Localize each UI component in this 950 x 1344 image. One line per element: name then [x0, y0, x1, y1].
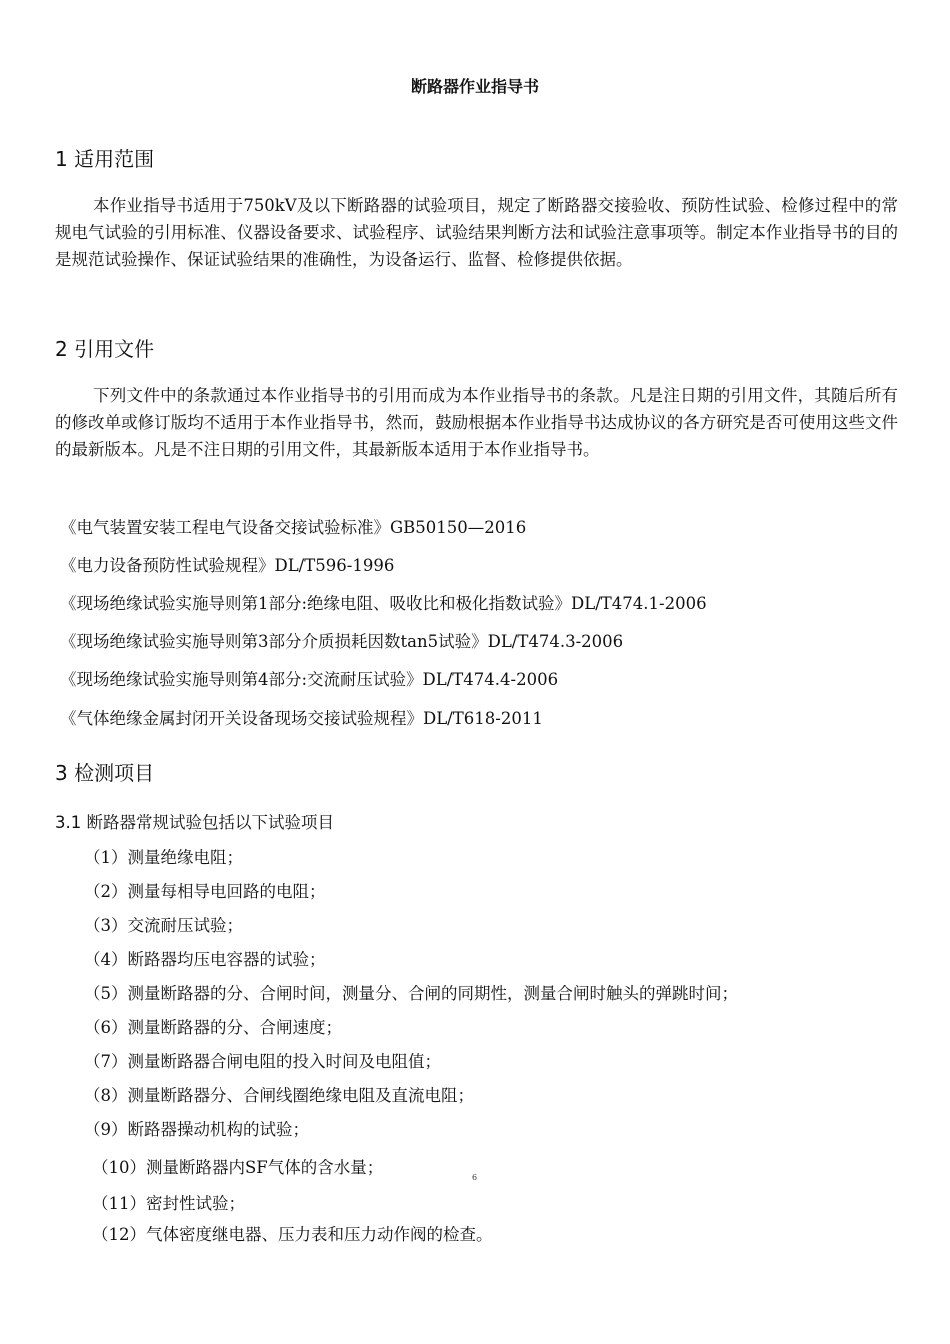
section-heading-test-items: 3 检测项目 [55, 761, 155, 785]
section-heading-scope: 1 适用范围 [55, 147, 155, 171]
scope-paragraph: 本作业指导书适用于750kV及以下断路器的试验项目，规定了断路器交接验收、预防性试验、检修过程中的常规电气试验的引用标准、仪器设备要求、试验程序、试验结果判断方法和试验注意事项等。制定本作业指导书的目的是规范试验操作、保证试验结果的准确性，为设备运行、监督、检修提供依据。 [55, 196, 898, 269]
test-item: （3）交流耐压试验； [84, 916, 243, 935]
test-item: （9）断路器操动机构的试验； [84, 1120, 309, 1139]
page-number: 6 [472, 1173, 478, 1182]
test-item: （11）密封性试验； [92, 1194, 245, 1213]
reference-item: 《气体绝缘金属封闭开关设备现场交接试验规程》DL/T618-2011 [60, 709, 543, 728]
test-item: （7）测量断路器合闸电阻的投入时间及电阻值； [84, 1052, 441, 1071]
subsection-heading: 3.1 断路器常规试验包括以下试验项目 [55, 813, 334, 832]
reference-item: 《电气装置安装工程电气设备交接试验标准》GB50150—2016 [60, 518, 527, 537]
reference-item: 《电力设备预防性试验规程》DL/T596-1996 [60, 556, 395, 575]
reference-item: 《现场绝缘试验实施导则第4部分:交流耐压试验》DL/T474.4-2006 [60, 670, 559, 689]
test-item: （4）断路器均压电容器的试验； [84, 950, 326, 969]
test-item: （1）测量绝缘电阻； [84, 848, 243, 867]
test-item: （8）测量断路器分、合闸线圈绝缘电阻及直流电阻； [84, 1086, 474, 1105]
test-item: （6）测量断路器的分、合闸速度； [84, 1018, 342, 1037]
test-item: （12）气体密度继电器、压力表和压力动作阀的检查。 [92, 1225, 493, 1244]
section-heading-references: 2 引用文件 [55, 337, 155, 361]
document-title: 断路器作业指导书 [410, 77, 539, 96]
test-item: （10）测量断路器内SF气体的含水量； [92, 1158, 384, 1177]
test-item: （2）测量每相导电回路的电阻； [84, 882, 326, 901]
reference-item: 《现场绝缘试验实施导则第1部分:绝缘电阻、吸收比和极化指数试验》DL/T474.1-2006 [60, 594, 707, 613]
test-item: （5）测量断路器的分、合闸时间，测量分、合闸的同期性，测量合闸时触头的弹跳时间； [84, 984, 738, 1003]
references-paragraph: 下列文件中的条款通过本作业指导书的引用而成为本作业指导书的条款。凡是注日期的引用文件，其随后所有的修改单或修订版均不适用于本作业指导书，然而，鼓励根据本作业指导书达成协议的各方研究是否可使用这些文件的最新版本。凡是不注日期的引用文件，其最新版本适用于本作业指导书。 [55, 386, 898, 459]
reference-item: 《现场绝缘试验实施导则第3部分介质损耗因数tan5试验》DL/T474.3-2006 [60, 632, 624, 651]
